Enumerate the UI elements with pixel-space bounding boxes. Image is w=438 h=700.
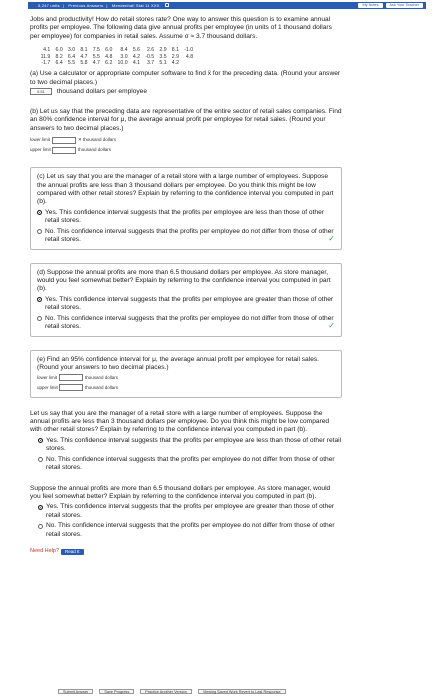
need-help-label: Need Help? — [30, 548, 60, 555]
breadcrumb-item[interactable]: Previous Answers — [68, 3, 104, 8]
breadcrumb-item[interactable]: 5,247 units — [38, 3, 60, 8]
part-e-question: (e) Find an 95% confidence interval for μ, the average annual profit per employee for retail sales. (Round your answers to two decimal places.) — [37, 355, 319, 372]
radio-selected-icon[interactable] — [37, 297, 42, 302]
part-f — [30, 410, 342, 473]
check-icon: ✓ — [328, 321, 335, 331]
part-d-option-no[interactable] — [37, 315, 335, 332]
part-e-upper-input[interactable] — [59, 384, 83, 391]
option-label: No. This confidence interval suggests that the profits per employee do not differ from those of other retail stores. — [46, 522, 335, 538]
radio-icon[interactable] — [38, 457, 43, 462]
part-e-lower-input[interactable] — [59, 374, 83, 381]
revert-button[interactable]: Viewing Saved Work Revert to Last Response — [198, 689, 286, 694]
part-e-box — [30, 350, 342, 398]
part-f-option-yes[interactable] — [38, 437, 342, 454]
table-row — [38, 60, 196, 66]
read-it-button[interactable]: Read It — [61, 549, 84, 555]
data-cell: 3.7 — [146, 59, 155, 66]
data-cell: 3.5 — [159, 53, 167, 60]
data-cell: 4.8 — [185, 53, 194, 60]
upper-limit-unit: thousand dollars — [78, 147, 112, 153]
data-cell: 2.6 — [146, 47, 155, 54]
part-g-question: Suppose the annual profits are more than 6.5 thousand dollars per employee. As store manager, would you feel somewhat better? Explain by referring to the confidence interval you computed in part (b). — [30, 484, 331, 501]
radio-selected-icon[interactable] — [38, 438, 43, 443]
lower-limit-label: lower limit — [37, 374, 58, 380]
part-a-input[interactable]: 5.51 — [30, 88, 52, 95]
data-cell: 2.9 — [159, 47, 167, 54]
part-a-answer — [30, 88, 342, 97]
part-b-upper-input[interactable] — [52, 147, 76, 154]
data-cell: 4.2 — [171, 59, 179, 66]
upper-limit-row — [37, 383, 335, 393]
data-cell: 2.9 — [171, 53, 179, 60]
part-c-option-no[interactable] — [37, 228, 335, 245]
data-cell: 8.1 — [80, 47, 88, 54]
part-d-option-yes[interactable] — [37, 296, 335, 313]
data-cell: 4.7 — [92, 59, 100, 66]
practice-another-version-button[interactable]: Practice Another Version — [140, 689, 192, 694]
radio-selected-icon[interactable] — [37, 210, 42, 215]
question-content — [30, 16, 342, 555]
submit-answer-button[interactable]: Submit Answer — [58, 689, 93, 694]
data-cell: 4.7 — [80, 53, 88, 60]
data-cell: 4.1 — [132, 59, 141, 66]
option-label: No. This confidence interval suggests that the profits per employee do not differ from those of other retail stores. — [46, 455, 335, 472]
bottom-toolbar — [58, 689, 286, 694]
data-cell: 4.8 — [105, 53, 113, 60]
data-cell: 4.1 — [43, 47, 51, 54]
radio-icon[interactable] — [37, 229, 42, 234]
data-cell: 5.5 — [92, 53, 100, 60]
data-cell: 3.0 — [120, 53, 128, 60]
data-cell: 11.9 — [40, 53, 51, 60]
part-a-question: (a) Use a calculator or appropriate computer software to find x̄ for the preceding data. (Round your answer to two decimal places.) — [30, 70, 341, 86]
part-b-lower-input[interactable] — [52, 137, 76, 144]
lower-limit-label: lower limit — [30, 137, 51, 143]
part-a-unit: thousand dollars per employee — [56, 88, 148, 96]
lower-limit-row — [30, 135, 342, 145]
data-cell: 10.0 — [117, 59, 128, 66]
lower-limit-row — [37, 373, 335, 383]
option-label: Yes. This confidence interval suggests that the profits per employee are less than those of other retail stores. — [45, 208, 324, 225]
data-table — [38, 47, 196, 66]
data-cell: 5.6 — [132, 47, 141, 54]
data-cell: 8.1 — [171, 47, 179, 54]
part-f-question: Let us say that you are the manager of a retail store with a large number of employees. Suppose the annual profits are less than 3 thousand dollars per employee. Do you think this might be low compared with other retail stores? Explain by referring to the confidence interval you computed in part (b). — [30, 409, 330, 434]
data-cell: 8.2 — [55, 53, 63, 60]
my-notes-button[interactable]: My Notes — [358, 3, 382, 8]
part-c-box — [30, 167, 342, 250]
radio-icon[interactable] — [38, 524, 43, 529]
part-g — [30, 485, 342, 540]
data-cell: -1.7 — [41, 59, 51, 66]
data-cell: 6.0 — [105, 47, 113, 54]
need-help — [30, 548, 342, 555]
lower-limit-unit: ✕ thousand dollars — [78, 137, 117, 143]
upper-limit-row — [30, 145, 342, 155]
part-b-question: (b) Let us say that the preceding data are representative of the entire sector of retail sales companies. Find an 80% confidence interval for μ, the average annual profit per employee for retail sales. (Round your answers to two decimal places.) — [30, 107, 342, 132]
ask-teacher-button[interactable]: Ask Your Teacher — [386, 3, 423, 8]
breadcrumb-item[interactable]: Mendenhall Stat 11 XXX — [111, 3, 160, 8]
data-cell: 6.4 — [67, 53, 76, 60]
info-icon[interactable] — [165, 3, 169, 7]
save-progress-button[interactable]: Save Progress — [99, 689, 134, 694]
data-cell: -1.0 — [184, 47, 194, 54]
part-f-option-no[interactable] — [38, 456, 342, 473]
option-label: Yes. This confidence interval suggests that the profits per employee are less than those of other retail stores. — [46, 436, 342, 453]
part-d-question: (d) Suppose the annual profits are more than 6.5 thousand dollars per employee. As store manager, would you feel somewhat better? Explain by referring to the confidence interval you computed in part (b). — [37, 268, 331, 293]
data-cell: 3.0 — [67, 47, 76, 54]
radio-icon[interactable] — [37, 316, 42, 321]
upper-limit-label: upper limit — [30, 147, 51, 153]
part-g-option-no[interactable] — [38, 522, 342, 539]
part-d-box — [30, 263, 342, 337]
upper-limit-unit: thousand dollars — [85, 384, 119, 390]
data-cell: 6.2 — [105, 59, 113, 66]
data-cell: 8.4 — [120, 47, 128, 54]
data-cell: 6.0 — [55, 47, 63, 54]
data-cell: 7.5 — [92, 47, 100, 54]
option-label: No. This confidence interval suggests that the profits per employee do not differ from those of other retail stores. — [45, 227, 334, 244]
breadcrumb: 5,247 units | Previous Answers | Mendenhall Stat 11 XXX — [38, 2, 169, 9]
top-bar — [28, 2, 426, 9]
data-cell: -0.5 — [145, 53, 155, 60]
lower-limit-unit: thousand dollars — [85, 374, 119, 380]
question-intro: Jobs and productivity! How do retail stores rate? One way to answer this question is to examine annual profits per employee. The following data give annual profits per employee (in units of 1 thousand dollars per employee) for companies in retail sales. Assume σ ≈ 3.7 thousand dollars. — [30, 16, 332, 40]
radio-selected-icon[interactable] — [38, 505, 43, 510]
data-cell: 5.8 — [80, 59, 88, 66]
data-cell: 5.1 — [159, 59, 167, 66]
option-label: Yes. This confidence interval suggests that the profits per employee are greater than those of other retail stores. — [46, 503, 335, 519]
part-c-option-yes[interactable] — [37, 209, 335, 226]
part-c-question: (c) Let us say that you are the manager of a retail store with a large number of employees. Suppose the annual profits are less than 3 thousand dollars per employee. Do you think this might be low compared with other retail stores? Explain by referring to the confidence interval you computed in part (b). — [37, 173, 334, 206]
data-cell: 5.5 — [67, 59, 76, 66]
data-cell: 4.2 — [132, 53, 141, 60]
part-g-option-yes[interactable] — [38, 503, 342, 520]
data-cell — [182, 60, 196, 66]
check-icon: ✓ — [328, 234, 335, 244]
option-label: No. This confidence interval suggests that the profits per employee do not differ from those of other retail stores. — [45, 314, 334, 331]
upper-limit-label: upper limit — [37, 384, 58, 390]
option-label: Yes. This confidence interval suggests that the profits per employee are greater than those of other retail stores. — [45, 295, 334, 312]
data-cell: 6.4 — [55, 59, 63, 66]
